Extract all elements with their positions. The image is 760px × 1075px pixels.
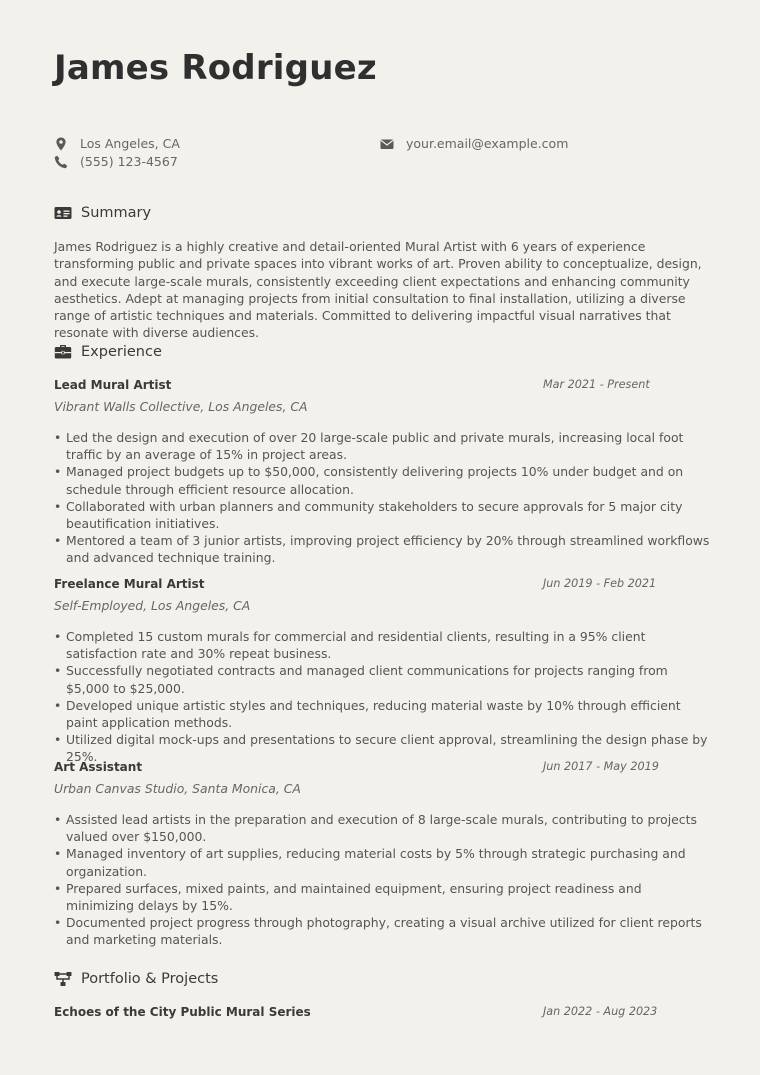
- project-title: Echoes of the City Public Mural Series: [54, 1005, 311, 1019]
- job-company: Self-Employed, Los Angeles, CA: [54, 598, 251, 613]
- job-bullets: [54, 429, 710, 567]
- job-bullet: • Mentored a team of 3 junior artists, improving project efficiency by 20% through streamlined workflows and advanced technique training.: [54, 532, 710, 566]
- job-bullet: • Successfully negotiated contracts and managed client communications for projects ranging from $5,000 to $25,000.: [54, 662, 710, 696]
- job-title: Art Assistant: [54, 760, 143, 774]
- portfolio-heading: [54, 971, 218, 987]
- job-bullet: • Assisted lead artists in the preparation and execution of 8 large-scale murals, contributing to projects valued over $150,000.: [54, 811, 710, 845]
- job-bullet: • Led the design and execution of over 20 large-scale public and private murals, increasing local foot traffic by an average of 15% in project areas.: [54, 429, 710, 463]
- job-bullet: • Managed project budgets up to $50,000, consistently delivering projects 10% under budget and on schedule through efficient resource allocation.: [54, 463, 710, 497]
- job-bullet: • Documented project progress through photography, creating a visual archive utilized for client reports and marketing materials.: [54, 914, 710, 948]
- job-bullet: • Prepared surfaces, mixed paints, and maintained equipment, ensuring project readiness and minimizing delays by 15%.: [54, 880, 710, 914]
- contact-location: [54, 135, 180, 153]
- job-date: Jun 2017 - May 2019: [543, 760, 659, 773]
- job-date: Mar 2021 - Present: [543, 378, 650, 391]
- summary-heading: [54, 205, 151, 221]
- job-bullets: [54, 811, 710, 949]
- location-text: Los Angeles, CA: [80, 136, 180, 151]
- portfolio-heading-text: Portfolio & Projects: [81, 971, 219, 987]
- job-company: Urban Canvas Studio, Santa Monica, CA: [54, 781, 301, 796]
- job-title: Freelance Mural Artist: [54, 577, 205, 591]
- job-title: Lead Mural Artist: [54, 378, 172, 392]
- job-company: Vibrant Walls Collective, Los Angeles, CA: [54, 399, 308, 414]
- person-name: James Rodriguez: [54, 48, 377, 88]
- job-bullet: • Completed 15 custom murals for commercial and residential clients, resulting in a 95% client satisfaction rate and 30% repeat business.: [54, 628, 710, 662]
- id-card-icon: [54, 205, 72, 221]
- job-bullet: • Collaborated with urban planners and community stakeholders to secure approvals for 5 major city beautification initiatives.: [54, 498, 710, 532]
- experience-heading-text: Experience: [81, 344, 162, 360]
- job-bullet: • Utilized digital mock-ups and presentations to secure client approval, streamlining the design phase by 25%.: [54, 731, 710, 765]
- contact-email: [380, 135, 568, 153]
- job-bullet: • Developed unique artistic styles and techniques, reducing material waste by 10% through efficient paint application methods.: [54, 697, 710, 731]
- job-bullet: • Managed inventory of art supplies, reducing material costs by 5% through strategic purchasing and organization.: [54, 845, 710, 879]
- email-link[interactable]: your.email@example.com: [406, 136, 569, 151]
- sitemap-icon: [54, 971, 72, 987]
- job-bullets: [54, 628, 710, 766]
- contact-phone: [54, 153, 178, 171]
- summary-heading-text: Summary: [81, 205, 152, 221]
- phone-text[interactable]: (555) 123-4567: [80, 154, 178, 169]
- map-pin-icon: [54, 137, 68, 151]
- phone-icon: [54, 155, 68, 169]
- briefcase-icon: [54, 344, 72, 360]
- summary-text: James Rodriguez is a highly creative and detail-oriented Mural Artist with 6 years of experience transforming public and private spaces into vibrant works of art. Proven ability to conceptualize, design, and execute large-scale murals, consistently exceeding client expectations and enhancing community aesthetics. Adept at managing projects from initial consultation to final installation, utilizing a diverse range of artistic techniques and materials. Committed to delivering impactful visual narratives that resonate with diverse audiences.: [54, 239, 702, 341]
- experience-heading: [54, 344, 162, 360]
- project-date: Jan 2022 - Aug 2023: [543, 1005, 658, 1018]
- envelope-icon: [380, 137, 394, 151]
- job-date: Jun 2019 - Feb 2021: [543, 577, 657, 590]
